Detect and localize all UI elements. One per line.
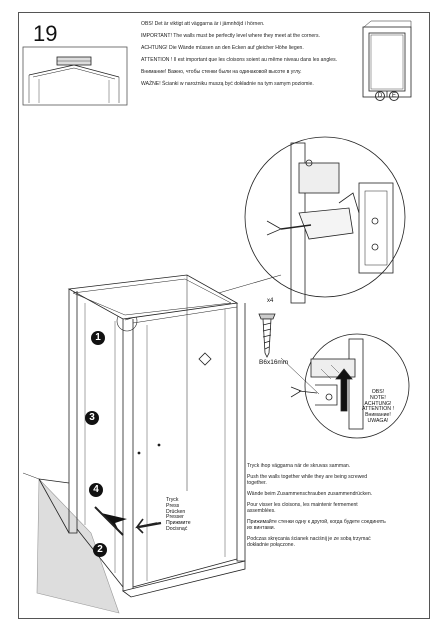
- warning-line: WAŻNE! Ścianki w narożniku muszą być dokładnie na tym samym poziomie.: [141, 81, 314, 87]
- push-line: Прижмите: [166, 520, 191, 527]
- level-corner-thumbnail: [23, 47, 127, 105]
- overview-marker-e: E: [389, 91, 399, 101]
- overview-marker-d: D: [375, 91, 385, 101]
- note-line: ATTENTION !: [362, 406, 394, 413]
- overview-thumbnail: [363, 21, 411, 97]
- shower-enclosure-drawing: [23, 275, 245, 613]
- warning-line: IMPORTANT! The walls must be perfectly level where they meet at the corners.: [141, 33, 320, 39]
- push-label: [166, 498, 191, 533]
- warning-line: Внимание! Важно, чтобы стенки были на одинаковой высоте в углу.: [141, 69, 302, 75]
- note-line: NOTE!: [370, 394, 386, 401]
- note-line: ACHTUNG!: [364, 400, 392, 407]
- screw-count: x4: [267, 298, 274, 304]
- warning-line: ATTENTION ! Il est important que les cloisons soient au même niveau dans les angles.: [141, 57, 338, 63]
- note-line: OBS!: [371, 389, 385, 395]
- push-line: Docisnąć: [166, 525, 188, 532]
- warning-line: OBS! Det är viktigt att väggarna är i jämnhöjd i hörnen.: [141, 21, 265, 27]
- tip-line: Wände beim Zusammenschrauben zusammendrücken.: [247, 491, 373, 497]
- note-line: Внимание!: [365, 412, 391, 419]
- push-line: Presser: [166, 514, 184, 521]
- callout-3: 3: [85, 411, 99, 425]
- push-line: Tryck: [166, 497, 179, 503]
- push-line: Drücken: [166, 508, 186, 515]
- note-label: [362, 390, 394, 425]
- tip-line: Pour visser les cloisons, les maintenir fermement assemblées.: [247, 502, 358, 514]
- step-number: 19: [33, 21, 58, 46]
- push-line: Press: [166, 502, 180, 509]
- corner-detail-lens: [245, 137, 405, 303]
- callout-1: 1: [91, 331, 105, 345]
- tip-line: Прижимайте стенки одну к другой, когда будете соединять их винтами.: [247, 519, 386, 531]
- screw-size: B6x16mm: [259, 359, 289, 366]
- screw-icon: [259, 314, 275, 357]
- callout-2: 2: [93, 543, 107, 557]
- push-together-text: [247, 463, 387, 553]
- callout-4: 4: [89, 483, 103, 497]
- level-warning-text: [141, 21, 355, 93]
- note-line: UWAGA!: [367, 417, 389, 424]
- tip-line: Podczas skręcania ścianek naciśnij je ze sobą trzymać dokładnie połączone.: [247, 536, 371, 548]
- tip-line: Tryck ihop väggarna när de skruvas samman.: [247, 463, 351, 469]
- instruction-page: [18, 12, 430, 619]
- warning-line: ACHTUNG! Die Wände müssen an den Ecken auf gleicher Höhe liegen.: [141, 45, 304, 51]
- tip-line: Push the walls together while they are being screwed together.: [247, 474, 368, 486]
